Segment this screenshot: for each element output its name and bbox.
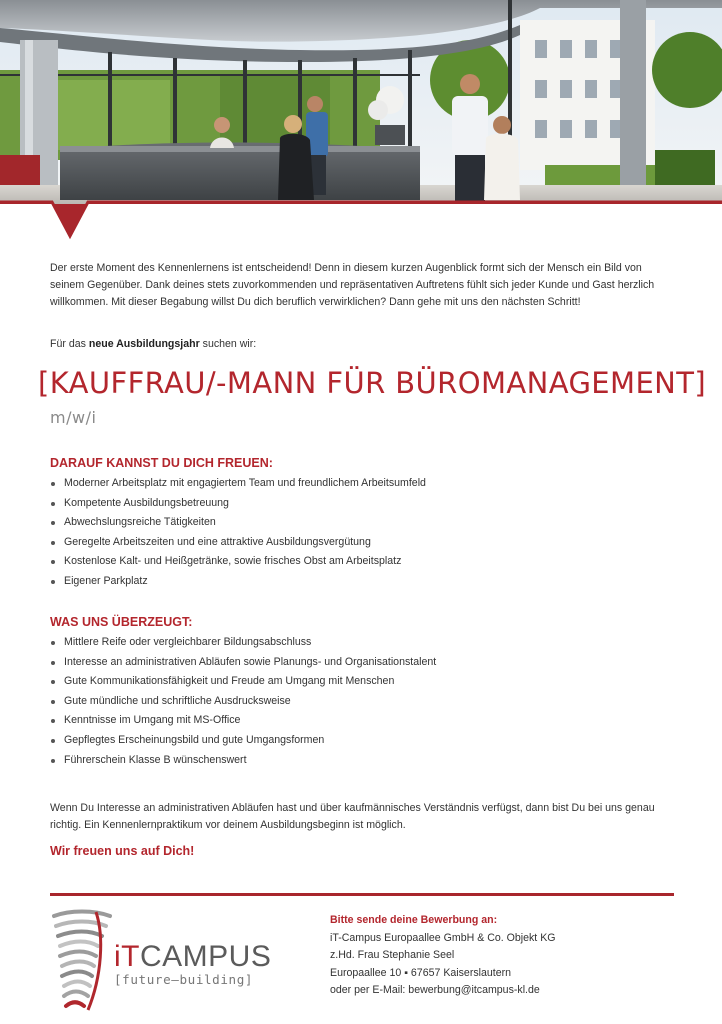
list-item: Gepflegtes Erscheinungsbild und gute Umgangsformen xyxy=(50,731,436,751)
itcampus-logo-wordmark xyxy=(114,940,271,974)
logo-name-rest: CAMPUS xyxy=(140,940,272,973)
logo-name-accent: iT xyxy=(114,940,140,973)
list-item: Mittlere Reife oder vergleichbarer Bildungsabschluss xyxy=(50,633,436,653)
list-item: Gute Kommunikationsfähigkeit und Freude am Umgang mit Menschen xyxy=(50,672,436,692)
benefits-list xyxy=(50,474,426,592)
contact-company: iT-Campus Europaallee GmbH & Co. Objekt KG xyxy=(330,931,556,944)
contact-attention: z.Hd. Frau Stephanie Seel xyxy=(330,949,455,961)
requirements-heading: WAS UNS ÜBERZEUGT: xyxy=(50,615,193,629)
list-item: Kenntnisse im Umgang mit MS-Office xyxy=(50,711,436,731)
list-item: Kompetente Ausbildungsbetreuung xyxy=(50,494,426,514)
list-item: Abwechslungsreiche Tätigkeiten xyxy=(50,513,426,533)
job-gender-note: m/w/i xyxy=(50,408,97,427)
list-item: Geregelte Arbeitszeiten und eine attraktive Ausbildungsvergütung xyxy=(50,533,426,553)
list-item: Gute mündliche und schriftliche Ausdrucksweise xyxy=(50,692,436,712)
logo-claim: [future—building] xyxy=(114,972,254,987)
hero-photo xyxy=(0,0,722,240)
contact-email[interactable]: oder per E-Mail: bewerbung@itcampus-kl.de xyxy=(330,984,540,996)
search-line xyxy=(50,338,672,350)
list-item: Führerschein Klasse B wünschenswert xyxy=(50,751,436,771)
closing-paragraph: Wenn Du Interesse an administrativen Abläufen hast und über kaufmännisches Verständnis verfügst, dann bist Du bei uns genau richtig. Ein Kennenlernpraktikum vor deinem Ausbildungsbeginn ist möglich. xyxy=(50,802,655,831)
footer-divider xyxy=(50,893,674,896)
benefits-heading: DARAUF KANNST DU DICH FREUEN: xyxy=(50,456,273,470)
contact-heading: Bitte sende deine Bewerbung an: xyxy=(330,914,498,926)
list-item: Eigener Parkplatz xyxy=(50,572,426,592)
search-prefix: Für das xyxy=(50,338,89,350)
list-item: Moderner Arbeitsplatz mit engagiertem Team und freundlichem Arbeitsumfeld xyxy=(50,474,426,494)
closing-cheer: Wir freuen uns auf Dich! xyxy=(50,844,195,858)
list-item: Interesse an administrativen Abläufen sowie Planungs- und Organisationstalent xyxy=(50,653,436,673)
list-item: Kostenlose Kalt- und Heißgetränke, sowie frisches Obst am Arbeitsplatz xyxy=(50,552,426,572)
intro-paragraph: Der erste Moment des Kennenlernens ist entscheidend! Denn in diesem kurzen Augenblick formt sich der Mensch ein Bild von seinem Gegenüber. Dank deines stets zuvorkommenden und repräsentativen Auftretens fühlt sich jeder Kunde und Gast herzlich willkommen. Mit dieser Begabung willst Du dich beruflich verwirklichen? Dann gehe mit uns den nächsten Schritt! xyxy=(50,262,655,308)
contact-address: Europaallee 10 ▪ 67657 Kaiserslautern xyxy=(330,966,512,979)
search-bold: neue Ausbildungsjahr xyxy=(88,338,200,350)
contact-block xyxy=(330,912,556,1000)
requirements-list xyxy=(50,633,436,770)
search-suffix: suchen wir: xyxy=(199,338,257,350)
job-title: [KAUFFRAU/-MANN FÜR BÜROMANAGEMENT] xyxy=(38,366,707,400)
